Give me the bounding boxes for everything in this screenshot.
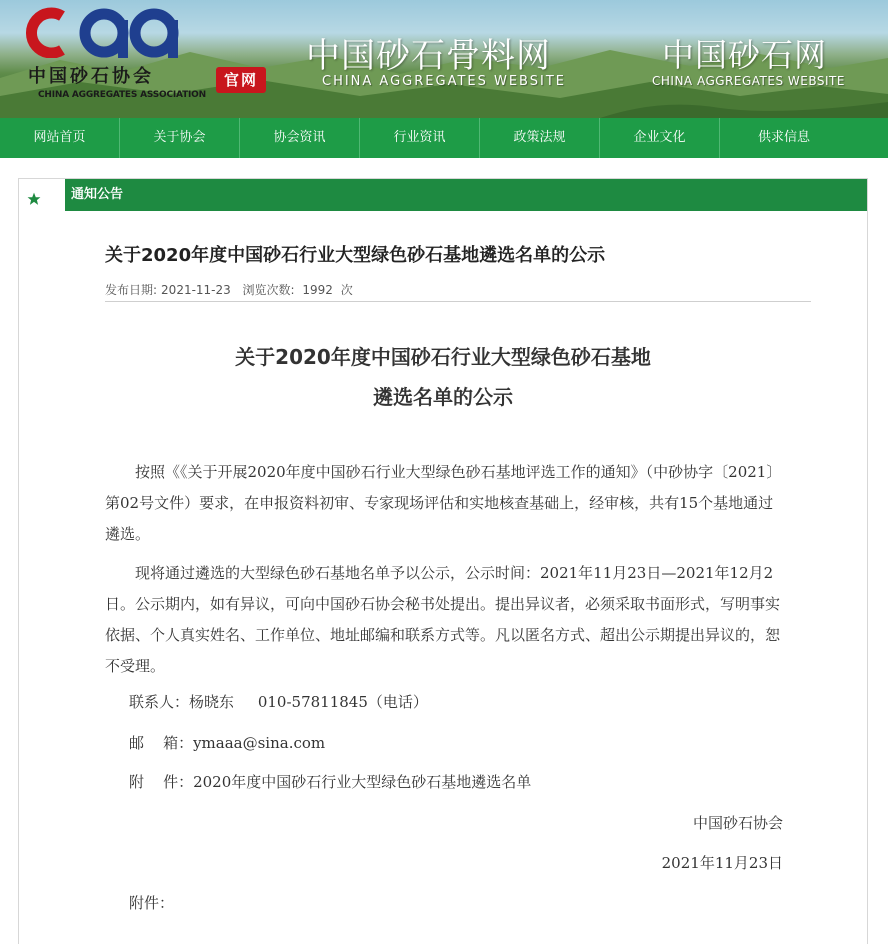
nav-home[interactable]: 网站首页 (0, 118, 120, 158)
official-site-badge: 官网 (216, 67, 266, 93)
logo-english-name: CHINA AGGREGATES ASSOCIATION (38, 90, 206, 100)
nav-culture[interactable]: 企业文化 (600, 118, 720, 158)
main-nav (0, 118, 888, 158)
nav-about[interactable]: 关于协会 (120, 118, 240, 158)
body-paragraph-2: 现将通过遴选的大型绿色砂石基地名单予以公示，公示时间：2021年11月23日—2021年12月2日。公示期内，如有异议，可向中国砂石协会秘书处提出。提出异议者，必须采取书面形式，写明事实依据、个人真实姓名、工作单位、地址邮编和联系方式等。凡以匿名方式、超出公示期提出异议的，恕不受理。 (105, 564, 781, 675)
body-paragraph-1: 按照《《关于开展2020年度中国砂石行业大型绿色砂石基地评选工作的通知》（中砂协字〔2021〕第02号文件）要求，在申报资料初审、专家现场评估和实地核查基础上，经审核，共有15个基地通过遴选。 (105, 463, 782, 543)
divider (105, 301, 811, 302)
site-subtitle-1: CHINA AGGREGATES WEBSITE (322, 74, 566, 89)
signature-date: 2021年11月23日 (661, 854, 783, 872)
section-tab-bar (19, 179, 867, 211)
contact-line: 联系人：杨晓东 010-57811845（电话） (129, 693, 428, 711)
views-label: 浏览次数: (242, 283, 295, 297)
publish-date-label: 发布日期: (105, 283, 158, 297)
nav-supply-demand[interactable]: 供求信息 (757, 130, 810, 145)
issuing-organization: 中国砂石协会 (692, 814, 783, 832)
article-meta (105, 281, 357, 298)
section-tab-label[interactable]: 通知公告 (71, 187, 124, 202)
site-title-1: 中国砂石骨料网 (306, 36, 551, 76)
attachment-line: 附 件：2020年度中国砂石行业大型绿色砂石基地遴选名单 (129, 773, 532, 791)
publish-date: 2021-11-23 (161, 283, 231, 297)
article-title: 关于2020年度中国砂石行业大型绿色砂石基地遴选名单的公示 (105, 245, 606, 266)
site-title-2: 中国砂石网 (662, 36, 828, 74)
document-title-line-2: 遴选名单的公示 (373, 385, 513, 409)
nav-association-news[interactable]: 协会资讯 (240, 118, 360, 158)
content-frame (18, 178, 868, 944)
nav-policy[interactable]: 政策法规 (480, 118, 600, 158)
nav-industry-news[interactable]: 行业资讯 (360, 118, 480, 158)
attachment-label: 附件： (129, 894, 175, 912)
document-title-line-1: 关于2020年度中国砂石行业大型绿色砂石基地 (235, 345, 651, 369)
site-subtitle-2: CHINA AGGREGATES WEBSITE (652, 74, 845, 88)
logo-chinese-name: 中国砂石协会 (28, 66, 154, 87)
caa-logo[interactable] (22, 6, 192, 58)
views-unit: 次 (340, 283, 353, 297)
site-banner (0, 0, 888, 118)
views-count: 1992 (302, 283, 333, 297)
star-icon (27, 192, 41, 206)
email-line: 邮 箱：ymaaa@sina.com (129, 734, 326, 752)
